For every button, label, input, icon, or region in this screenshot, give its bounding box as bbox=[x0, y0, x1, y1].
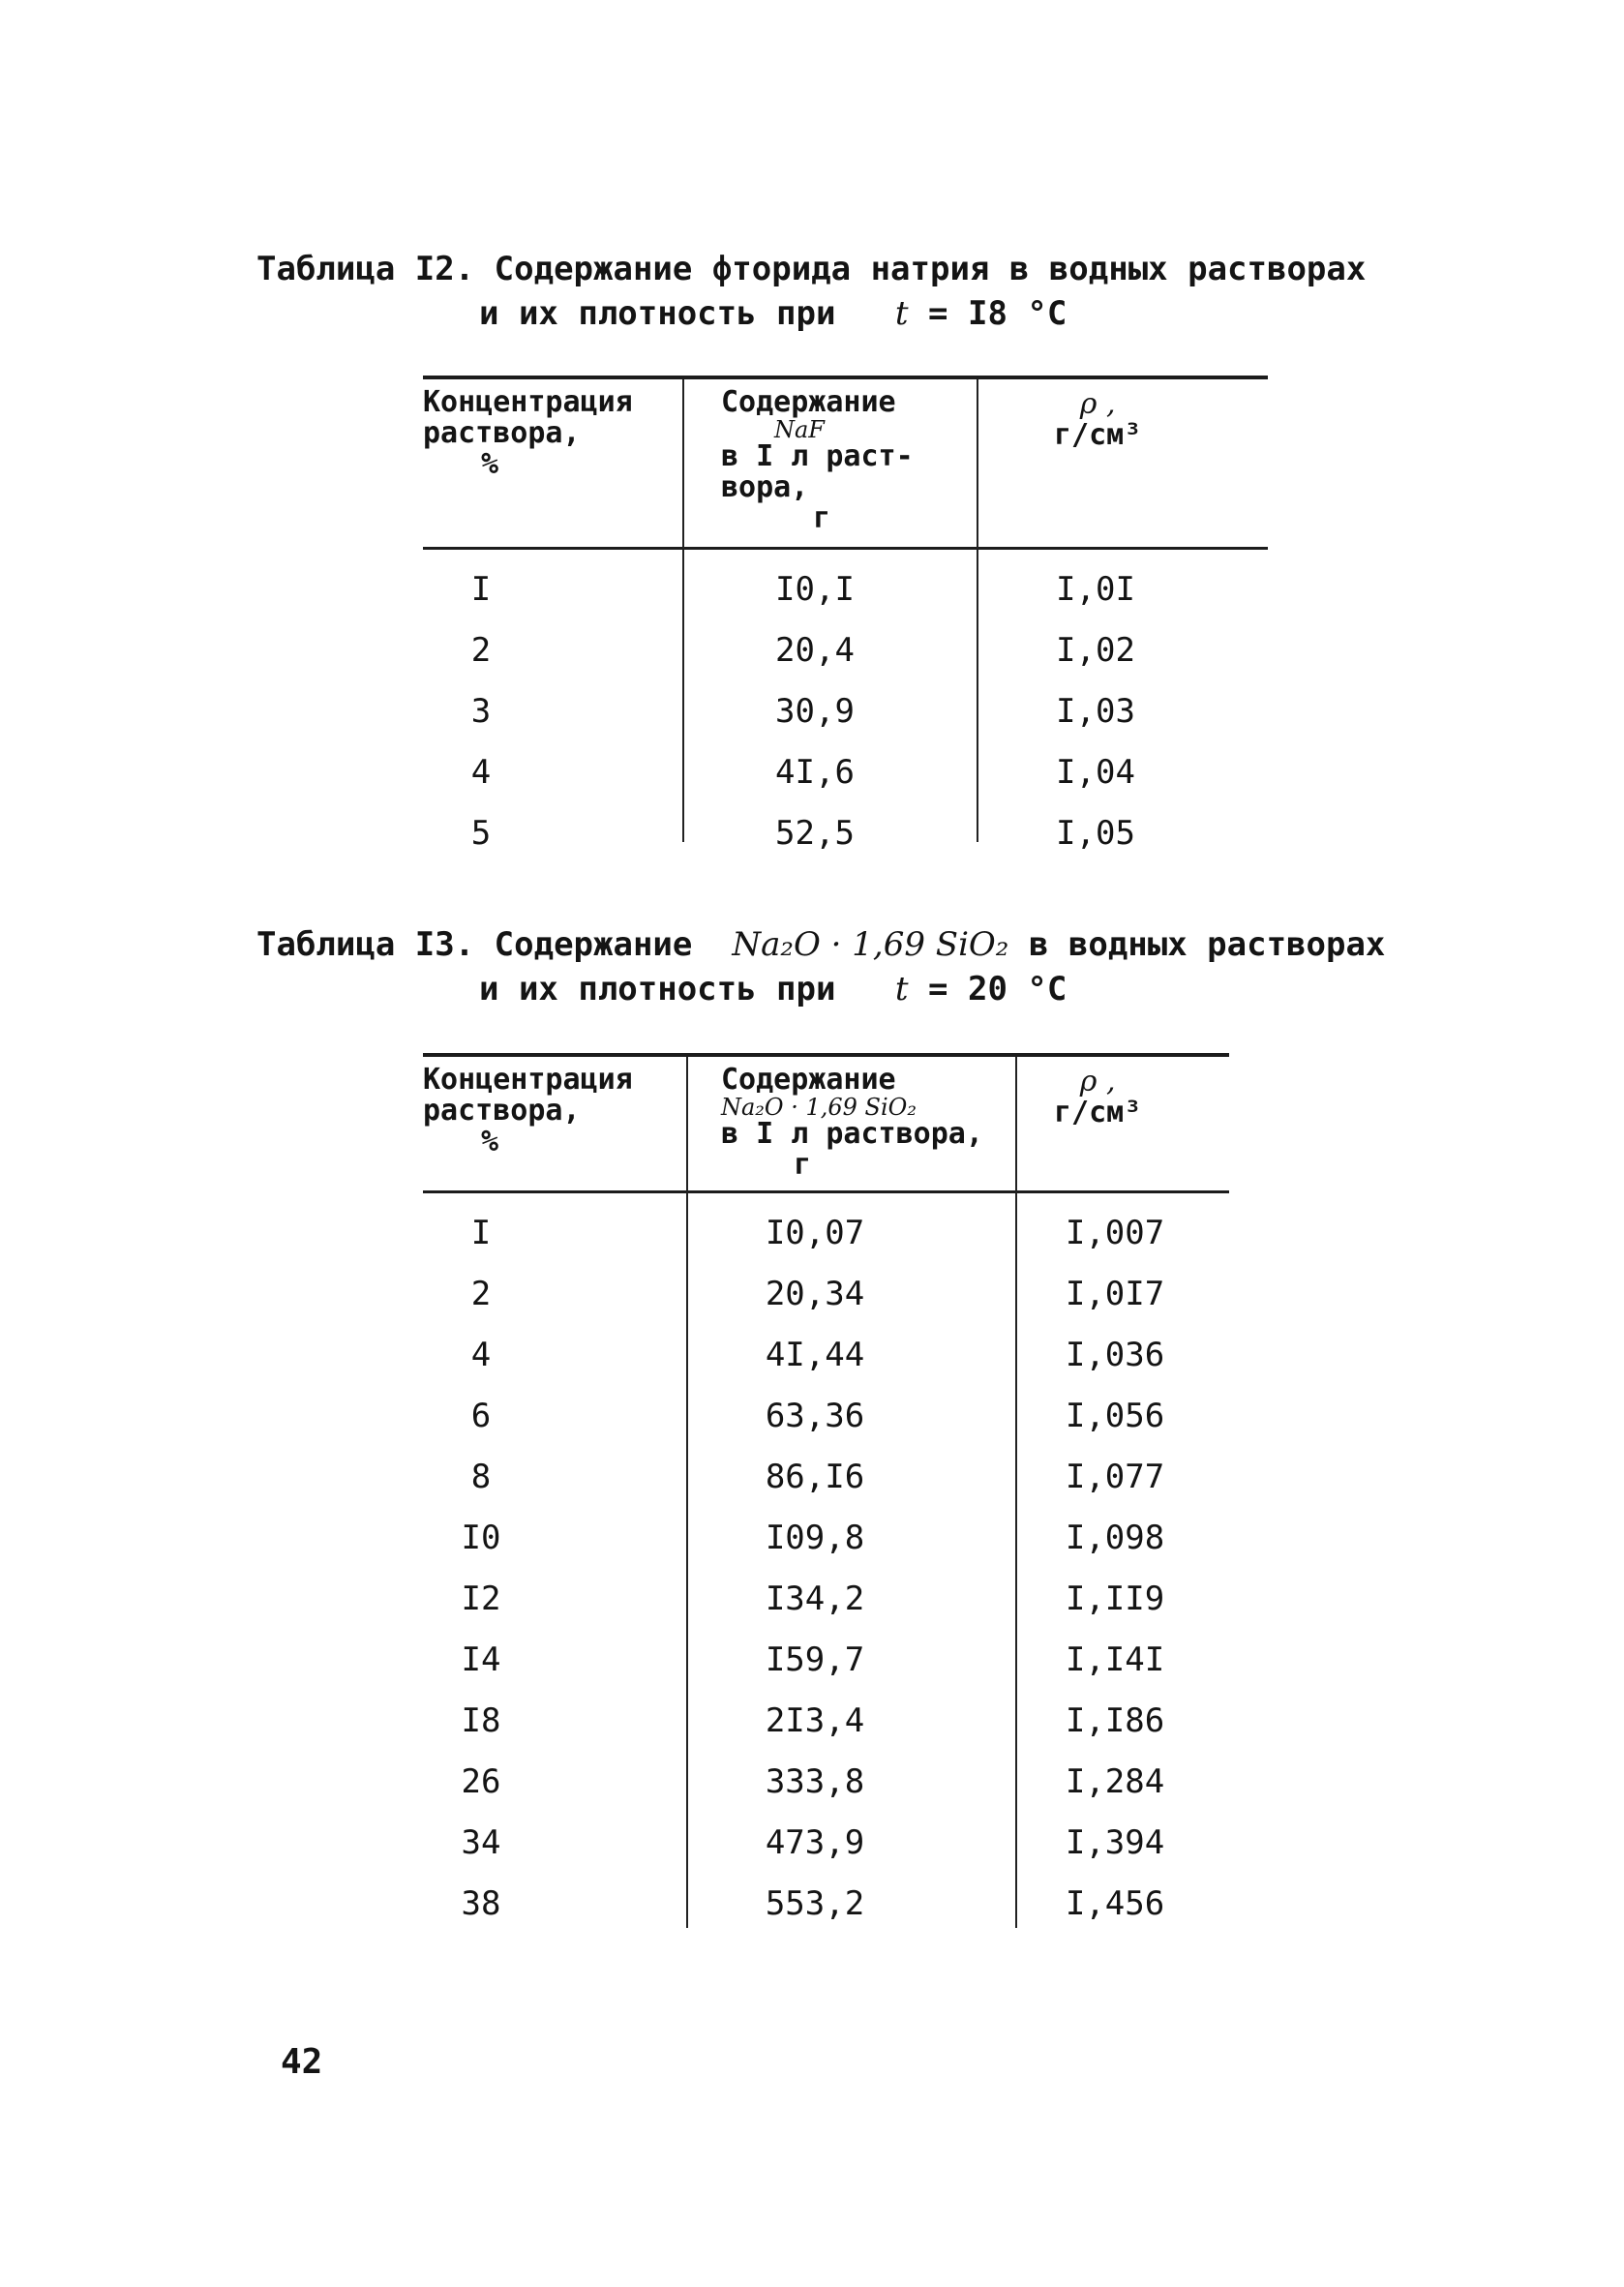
header-line: г bbox=[794, 1148, 812, 1182]
header-line: раствора, bbox=[423, 1094, 581, 1128]
header-line: Концентрация bbox=[423, 385, 633, 419]
table-row bbox=[423, 1813, 1229, 1874]
table-row bbox=[423, 1325, 1229, 1386]
cell-concentration: 8 bbox=[470, 1458, 492, 1496]
table13-caption-mid: Содержание bbox=[494, 925, 693, 964]
table13-caption-label: Таблица I3. bbox=[256, 925, 475, 964]
table-row bbox=[423, 1264, 1229, 1325]
table13-top-rule bbox=[423, 1053, 1229, 1057]
cell-content: 52,5 bbox=[775, 814, 855, 853]
table12-top-rule bbox=[423, 376, 1268, 379]
header-line: вора, bbox=[721, 470, 809, 504]
cell-density: I,056 bbox=[1065, 1397, 1165, 1435]
table-row bbox=[423, 681, 1268, 742]
cell-content: 86,I6 bbox=[765, 1458, 865, 1496]
table13-header-rule bbox=[423, 1190, 1229, 1193]
header-line: г bbox=[813, 501, 831, 535]
cell-density: I,04 bbox=[1056, 753, 1135, 792]
page-number: 42 bbox=[281, 2042, 323, 2082]
table-row bbox=[423, 559, 1268, 620]
header-line: г/см³ bbox=[1054, 418, 1142, 452]
table-row bbox=[423, 1752, 1229, 1813]
header-line: % bbox=[481, 1125, 499, 1159]
header-line: Содержание bbox=[721, 1063, 896, 1097]
table12-caption-line2-prefix: и их плотность при bbox=[479, 294, 836, 333]
table12-header-rule bbox=[423, 547, 1268, 550]
cell-content: 20,34 bbox=[765, 1275, 865, 1313]
cell-content: 4I,6 bbox=[775, 753, 855, 792]
cell-concentration: 3 bbox=[470, 692, 492, 731]
table13 bbox=[423, 1053, 1229, 1934]
cell-density: I,II9 bbox=[1065, 1580, 1165, 1618]
cell-concentration: I0 bbox=[461, 1519, 501, 1557]
table-row bbox=[423, 1874, 1229, 1935]
cell-content: I09,8 bbox=[765, 1519, 865, 1557]
cell-density: I,394 bbox=[1065, 1823, 1165, 1862]
table13-caption-line2-prefix: и их плотность при bbox=[479, 970, 836, 1008]
table13-caption-end: в водных растворах bbox=[1028, 925, 1386, 964]
cell-density: I,284 bbox=[1065, 1762, 1165, 1801]
cell-density: I,I4I bbox=[1065, 1640, 1165, 1679]
cell-concentration: 2 bbox=[470, 631, 492, 670]
header-line: раствора, bbox=[423, 416, 581, 450]
cell-density: I,098 bbox=[1065, 1519, 1165, 1557]
table-row bbox=[423, 742, 1268, 803]
table13-caption-temp: = 20 °C bbox=[928, 970, 1068, 1008]
header-line: Содержание bbox=[721, 385, 896, 419]
header-symbol: ρ , bbox=[1079, 387, 1116, 421]
table12-header-density bbox=[1054, 389, 1141, 451]
cell-content: 63,36 bbox=[765, 1397, 865, 1435]
table12-caption-label: Таблица I2. bbox=[256, 250, 475, 288]
cell-density: I,007 bbox=[1065, 1214, 1165, 1252]
cell-concentration: I bbox=[470, 1214, 492, 1252]
cell-concentration: 38 bbox=[461, 1884, 501, 1923]
cell-content: I0,07 bbox=[765, 1214, 865, 1252]
header-line: в I л раст- bbox=[721, 439, 914, 473]
table12-caption-line2 bbox=[256, 291, 1366, 336]
cell-content: I0,I bbox=[775, 570, 855, 609]
table12-header-concentration bbox=[423, 387, 633, 480]
header-formula: Na₂O · 1,69 SiO₂ bbox=[721, 1094, 917, 1121]
table-row bbox=[423, 620, 1268, 681]
cell-content: 553,2 bbox=[765, 1884, 865, 1923]
table-row bbox=[423, 1447, 1229, 1508]
cell-content: 30,9 bbox=[775, 692, 855, 731]
cell-density: I,077 bbox=[1065, 1458, 1165, 1496]
table-row bbox=[423, 1386, 1229, 1447]
cell-density: I,456 bbox=[1065, 1884, 1165, 1923]
cell-concentration: I8 bbox=[461, 1701, 501, 1740]
table13-caption-line2 bbox=[256, 967, 1385, 1011]
cell-density: I,0I7 bbox=[1065, 1275, 1165, 1313]
table12-caption bbox=[256, 247, 1366, 336]
table12-caption-var: t bbox=[894, 294, 909, 333]
table13-caption-var: t bbox=[894, 970, 909, 1008]
cell-content: I59,7 bbox=[765, 1640, 865, 1679]
cell-content: I34,2 bbox=[765, 1580, 865, 1618]
cell-density: I,0I bbox=[1056, 570, 1135, 609]
table13-caption bbox=[256, 922, 1385, 1011]
cell-concentration: 34 bbox=[461, 1823, 501, 1862]
cell-density: I,036 bbox=[1065, 1336, 1165, 1374]
cell-concentration: I bbox=[470, 570, 492, 609]
cell-density: I,05 bbox=[1056, 814, 1135, 853]
cell-density: I,I86 bbox=[1065, 1701, 1165, 1740]
header-formula: NaF bbox=[774, 416, 825, 443]
table-row bbox=[423, 803, 1268, 864]
table13-header-density bbox=[1054, 1067, 1141, 1128]
cell-density: I,02 bbox=[1056, 631, 1135, 670]
cell-concentration: 4 bbox=[470, 753, 492, 792]
cell-concentration: I2 bbox=[461, 1580, 501, 1618]
cell-concentration: I4 bbox=[461, 1640, 501, 1679]
table-row bbox=[423, 1508, 1229, 1569]
cell-content: 2I3,4 bbox=[765, 1701, 865, 1740]
cell-content: 20,4 bbox=[775, 631, 855, 670]
table12-header-content bbox=[721, 387, 914, 534]
table12-caption-text: Содержание фторида натрия в водных растворах bbox=[494, 250, 1367, 288]
header-symbol: ρ , bbox=[1079, 1065, 1116, 1098]
table-row bbox=[423, 1569, 1229, 1630]
header-line: г/см³ bbox=[1054, 1096, 1142, 1129]
table13-header-content bbox=[721, 1065, 983, 1181]
table12 bbox=[423, 376, 1268, 853]
cell-content: 473,9 bbox=[765, 1823, 865, 1862]
table13-header-concentration bbox=[423, 1065, 633, 1158]
table13-caption-formula: Na₂O · 1,69 SiO₂ bbox=[732, 925, 1009, 964]
cell-concentration: 4 bbox=[470, 1336, 492, 1374]
cell-concentration: 6 bbox=[470, 1397, 492, 1435]
cell-concentration: 5 bbox=[470, 814, 492, 853]
cell-content: 333,8 bbox=[765, 1762, 865, 1801]
header-line: % bbox=[481, 447, 499, 481]
cell-density: I,03 bbox=[1056, 692, 1135, 731]
table12-caption-temp: = I8 °C bbox=[928, 294, 1068, 333]
table-row bbox=[423, 1630, 1229, 1691]
cell-concentration: 26 bbox=[461, 1762, 501, 1801]
table-row bbox=[423, 1691, 1229, 1752]
header-line: Концентрация bbox=[423, 1063, 633, 1097]
cell-concentration: 2 bbox=[470, 1275, 492, 1313]
cell-content: 4I,44 bbox=[765, 1336, 865, 1374]
header-line: в I л раствора, bbox=[721, 1117, 983, 1151]
table-row bbox=[423, 1203, 1229, 1264]
